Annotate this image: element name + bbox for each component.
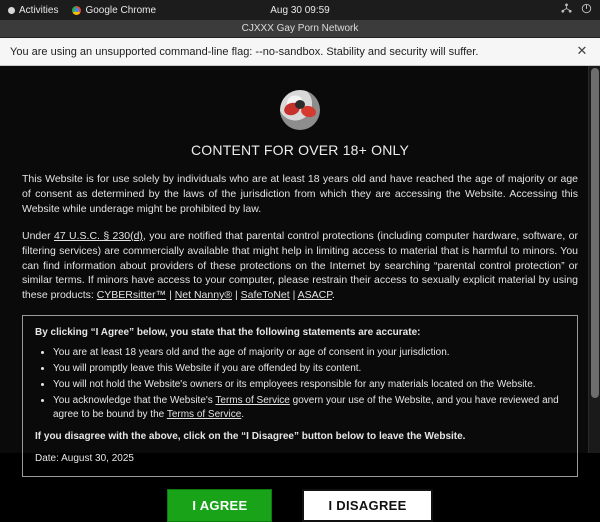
window-title-bar[interactable] xyxy=(0,20,600,38)
agreement-bullet-list xyxy=(35,346,565,422)
unsupported-flag-infobar xyxy=(0,38,600,66)
logo-shape-center xyxy=(295,100,305,109)
chrome-label: Google Chrome xyxy=(85,4,157,16)
terms-of-service-link-2[interactable]: Terms of Service xyxy=(166,409,242,421)
statute-link[interactable]: 47 U.S.C. § 230(d) xyxy=(53,229,143,242)
scrollbar-thumb[interactable] xyxy=(591,68,599,398)
list-item: • You will not hold the Website's owners or its employees responsible for any materials located on the Website. xyxy=(53,378,565,392)
statute-prefix-text: Under xyxy=(22,229,54,242)
age-gate-container xyxy=(0,66,600,514)
chrome-icon xyxy=(72,6,81,15)
disagree-instruction: If you disagree with the above, click on the “I Disagree” button below to leave the Website. xyxy=(35,431,466,443)
page-content xyxy=(0,66,600,514)
provider-link-safetonet[interactable]: SafeToNet xyxy=(240,289,290,302)
power-icon[interactable] xyxy=(581,3,592,17)
infobar-message: You are using an unsupported command-line flag: --no-sandbox. Stability and security will suffer. xyxy=(10,45,479,58)
provider-sep-2: | xyxy=(232,289,241,302)
provider-link-cybersitter[interactable]: CYBERsitter™ xyxy=(96,289,167,302)
page-scrollbar[interactable] xyxy=(588,66,600,453)
list-item xyxy=(53,394,565,422)
close-icon[interactable]: ✕ xyxy=(576,42,588,58)
logo-wrapper xyxy=(22,90,578,130)
terms-of-service-link-1[interactable]: Terms of Service xyxy=(215,395,290,407)
provider-sep-3: | xyxy=(289,289,298,302)
agreement-box xyxy=(22,315,578,477)
disagree-button[interactable]: I DISAGREE xyxy=(302,489,432,522)
browser-window xyxy=(0,20,600,514)
provider-link-asacp[interactable]: ASACP xyxy=(297,289,332,302)
top-bar-right-group xyxy=(561,3,600,17)
activities-button[interactable] xyxy=(8,5,58,16)
provider-link-netnanny[interactable]: Net Nanny® xyxy=(174,289,233,302)
agree-button[interactable]: I AGREE xyxy=(167,489,272,522)
site-logo-icon xyxy=(280,90,320,130)
network-icon[interactable] xyxy=(561,3,572,17)
activities-dot-icon xyxy=(8,7,15,14)
window-title: CJXXX Gay Porn Network xyxy=(241,23,359,34)
tos-bullet-end: . xyxy=(241,409,245,421)
age-gate-buttons xyxy=(22,489,578,522)
list-item: • You will promptly leave this Website if you are offended by its content. xyxy=(53,362,565,376)
providers-end-text: . xyxy=(331,289,335,302)
age-statement-paragraph: This Website is for use solely by individuals who are at least 18 years old and have reached the age of majority or age of consent as determined by the laws of the jurisdiction from which they are accessing the Website. Accessing this Website while underage might be prohibited by law. xyxy=(22,173,578,215)
clock[interactable]: Aug 30 09:59 xyxy=(270,4,330,16)
activities-label: Activities xyxy=(19,4,59,16)
list-item: • You are at least 18 years old and the age of majority or age of consent in your jurisdiction. xyxy=(53,346,565,360)
statute-body-text: , you are notified that parental control protections (including computer hardware, software, or filtering services) are commercially available that might help in limiting access to material that is harmful to minors. You can find information about providers of these protections on the Internet by searching “parental control protection” or similar terms. If minors have access to your computer, please restrain their access to sexually explicit material by using these products: xyxy=(22,229,579,302)
provider-sep-1: | xyxy=(166,289,175,302)
tos-bullet-mid: govern your use of the Website, and you have reviewed and agree to be bound by the xyxy=(53,395,559,421)
taskbar-item-chrome[interactable] xyxy=(72,5,156,16)
page-title: CONTENT FOR OVER 18+ ONLY xyxy=(190,142,410,158)
parental-controls-paragraph xyxy=(22,229,578,304)
system-top-bar xyxy=(0,0,600,20)
top-bar-left-group xyxy=(0,5,156,16)
agreement-lead: By clicking “I Agree” below, you state that the following statements are accurate: xyxy=(35,327,421,339)
tos-bullet-pre: You acknowledge that the Website's xyxy=(53,395,216,407)
agreement-date: Date: August 30, 2025 xyxy=(35,453,134,465)
